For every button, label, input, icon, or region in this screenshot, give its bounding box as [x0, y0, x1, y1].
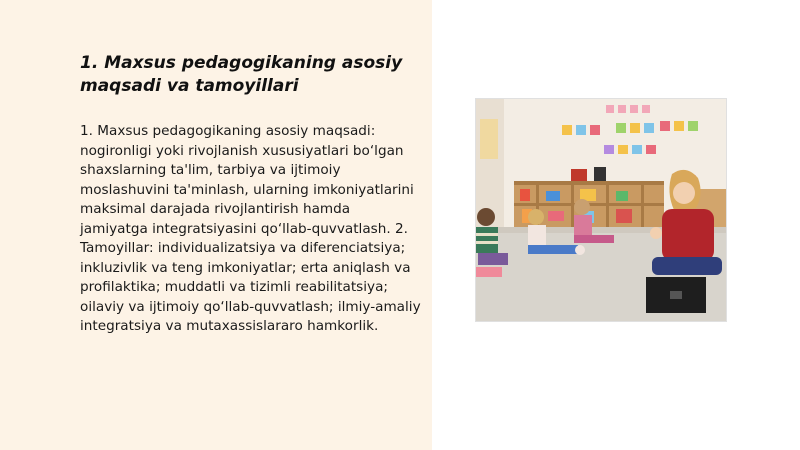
classroom-photo	[475, 98, 727, 322]
slide-title: 1. Maxsus pedagogikaning asosiy maqsadi va tamoyillari	[80, 53, 403, 96]
slide-body-text: 1. Maxsus pedagogikaning asosiy maqsadi: nogironligi yoki rivojlanish xususiyatlari bo‘lgan shaxslarning ta'lim, tarbiya va ijtimoiy moslashuvini ta'minlash, ularning imkoniyatlarini maksimal darajada rivojlantirish hamda jamiyatga integratsiyasini qo‘llab-quvvatlash. 2. Tamoyillar: individualizatsiya va diferenciatsiya; inkluzivlik va teng imkoniyatlar; erta aniqlash va profilaktika; muddatli va tizimli reabilitatsiya; oilaviy va ijtimoiy qo‘llab-quvvatlash; ilmiy-amaliy integratsiya va mutaxassislararo hamkorlik.	[80, 123, 421, 334]
